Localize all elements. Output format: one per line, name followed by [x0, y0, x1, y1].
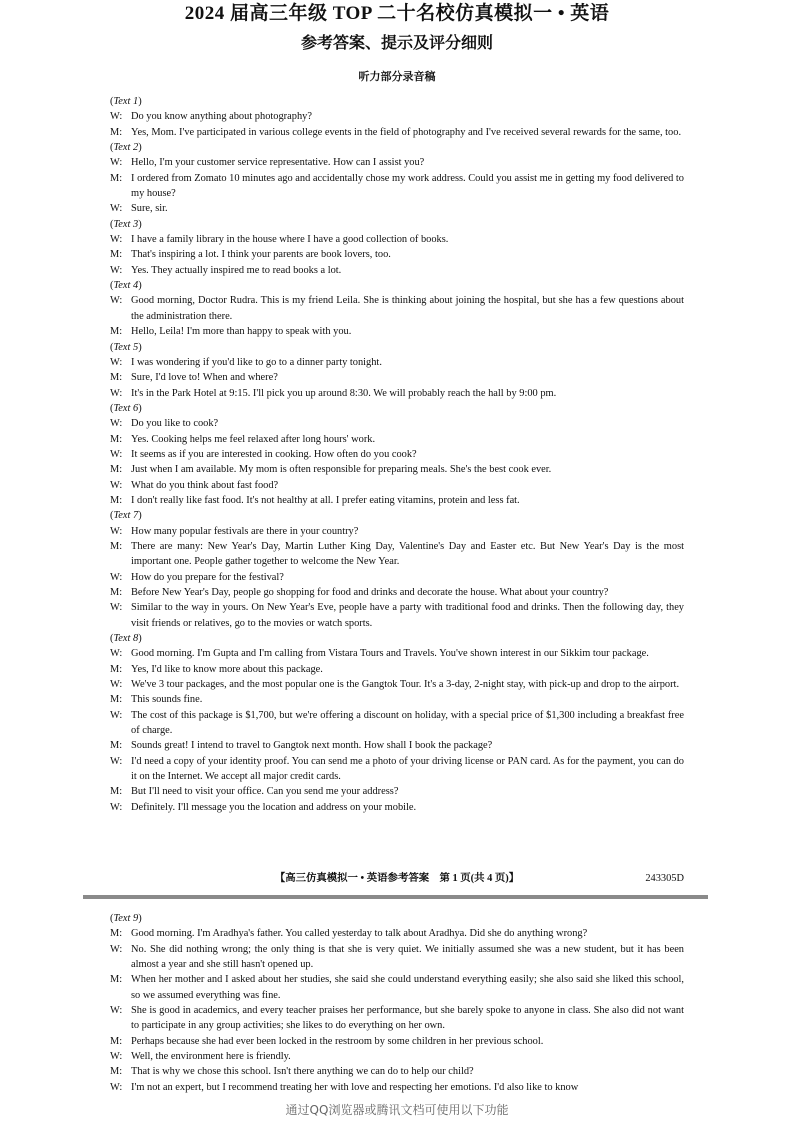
- dialogue-text: Perhaps because she had ever been locked in the restroom by some children in her previous school.: [131, 1035, 544, 1047]
- dialogue-text: There are many: New Year's Day, Martin Luther King Day, Valentine's Day and Easter etc. But New Year's Day is the most important one. People gather together to welcome the New Year.: [131, 540, 684, 568]
- speaker-label: W:: [110, 203, 123, 215]
- speaker-label: W:: [110, 448, 123, 460]
- speaker-label: W:: [110, 1051, 123, 1063]
- dialogue-line: [110, 539, 684, 570]
- dialogue-line: [110, 800, 684, 815]
- dialogue-text: Sure, sir.: [131, 203, 168, 215]
- dialogue-line: [110, 109, 684, 124]
- speaker-label: W:: [110, 525, 123, 537]
- text-label: (Text 7): [110, 510, 142, 522]
- text-label-name: Text 6: [113, 402, 139, 414]
- dialogue-text: I was wondering if you'd like to go to a dinner party tonight.: [131, 356, 382, 368]
- dialogue-line: [110, 1049, 684, 1064]
- text-label: (Text 5): [110, 341, 142, 353]
- speaker-label: W:: [110, 571, 123, 583]
- text-label: (Text 8): [110, 633, 142, 645]
- dialogue-line: [110, 201, 684, 216]
- dialogue-text: Before New Year's Day, people go shopping for food and drinks and decorate the house. What about your country?: [131, 587, 609, 598]
- page-break-divider: [83, 895, 708, 899]
- speaker-label: M:: [110, 694, 123, 706]
- speaker-label: M:: [110, 540, 123, 552]
- dialogue-line: [110, 232, 684, 247]
- speaker-label: M:: [110, 249, 123, 261]
- dialogue-line: [110, 432, 684, 447]
- dialogue-line: [110, 493, 684, 508]
- speaker-label: M:: [110, 974, 123, 986]
- dialogue-line: [110, 447, 684, 462]
- speaker-label: M:: [110, 786, 123, 798]
- dialogue-line: [110, 784, 684, 799]
- dialogue-text: She is good in academics, and every teacher praises her performance, but she barely spoke to anyone in class. She also did not want to participate in any group activities; she likes to do everything on her own.: [131, 1005, 684, 1032]
- browser-watermark: 通过QQ浏览器或腾讯文档可使用以下功能: [285, 1103, 509, 1117]
- speaker-label: W:: [110, 264, 123, 276]
- speaker-label: W:: [110, 234, 123, 246]
- dialogue-line: [110, 692, 684, 707]
- dialogue-text: Yes. They actually inspired me to read books a lot.: [131, 264, 342, 276]
- footer-page-info: 【高三仿真模拟一 • 英语参考答案 第 1 页(共 4 页)】: [274, 873, 520, 884]
- dialogue-line: [110, 324, 684, 339]
- speaker-label: W:: [110, 801, 123, 813]
- dialogue-line: [110, 478, 684, 493]
- speaker-label: W:: [110, 295, 123, 307]
- speaker-label: W:: [110, 418, 123, 430]
- dialogue-text: How do you prepare for the festival?: [131, 571, 284, 583]
- dialogue-text: Yes, I'd like to know more about this package.: [131, 663, 323, 675]
- dialogue-line: [110, 926, 684, 941]
- dialogue-line: [110, 155, 684, 170]
- speaker-label: M:: [110, 1035, 123, 1047]
- text-label-name: Text 8: [113, 633, 139, 645]
- dialogue-text: Do you like to cook?: [131, 418, 219, 430]
- speaker-label: W:: [110, 387, 123, 399]
- dialogue-text: Sounds great! I intend to travel to Gangtok next month. How shall I book the package?: [131, 740, 493, 752]
- transcript-page-1: [110, 94, 684, 815]
- dialogue-text: This sounds fine.: [131, 694, 203, 706]
- speaker-label: W:: [110, 157, 123, 169]
- speaker-label: M:: [110, 464, 123, 476]
- document-subtitle: 参考答案、提示及评分细则: [300, 35, 493, 52]
- dialogue-line: [110, 570, 684, 585]
- dialogue-line: [110, 247, 684, 262]
- speaker-label: M:: [110, 326, 123, 338]
- dialogue-line: [110, 263, 684, 278]
- dialogue-line: [110, 600, 684, 631]
- speaker-label: M:: [110, 172, 123, 184]
- transcript-page-2: [110, 911, 684, 1095]
- text-label-name: Text 3: [113, 218, 139, 230]
- dialogue-line: [110, 462, 684, 477]
- dialogue-text: Definitely. I'll message you the location and address on your mobile.: [131, 801, 417, 813]
- speaker-label: W:: [110, 709, 123, 721]
- dialogue-text: But I'll need to visit your office. Can you send me your address?: [131, 786, 399, 798]
- speaker-label: W:: [110, 943, 123, 955]
- dialogue-text: It seems as if you are interested in cooking. How often do you cook?: [131, 448, 417, 460]
- dialogue-line: [110, 1034, 684, 1049]
- speaker-label: M:: [110, 494, 123, 506]
- text-label-name: Text 4: [113, 280, 139, 292]
- dialogue-text: Hello, I'm your customer service representative. How can I assist you?: [131, 157, 425, 169]
- speaker-label: W:: [110, 356, 123, 368]
- dialogue-text: We've 3 tour packages, and the most popular one is the Gangtok Tour. It's a 3-day, 2-night stay, with pick-up and drop to the airport.: [131, 679, 680, 691]
- speaker-label: M:: [110, 587, 123, 598]
- speaker-label: M:: [110, 740, 123, 752]
- speaker-label: W:: [110, 1081, 123, 1093]
- dialogue-line: [110, 1080, 684, 1095]
- dialogue-line: [110, 738, 684, 753]
- dialogue-line: [110, 1003, 684, 1034]
- dialogue-line: [110, 524, 684, 539]
- speaker-label: W:: [110, 755, 123, 767]
- dialogue-line: [110, 370, 684, 385]
- dialogue-text: It's in the Park Hotel at 9:15. I'll pick you up around 8:30. We will probably reach the hall by 9:00 pm.: [131, 387, 557, 399]
- dialogue-text: When her mother and I asked about her studies, she said she could understand everything easily; she also said she liked this school, so we assumed everything was fine.: [131, 974, 684, 1001]
- dialogue-text: I don't really like fast food. It's not healthy at all. I prefer eating vitamins, protein and less fat.: [131, 494, 520, 506]
- dialogue-line: [110, 662, 684, 677]
- speaker-label: M:: [110, 126, 123, 138]
- text-label: (Text 3): [110, 218, 142, 230]
- dialogue-line: [110, 585, 684, 600]
- dialogue-text: Just when I am available. My mom is often responsible for preparing meals. She's the best cook ever.: [131, 464, 552, 476]
- dialogue-line: [110, 1064, 684, 1079]
- text-label: (Text 4): [110, 280, 142, 292]
- speaker-label: M:: [110, 372, 123, 384]
- text-label-name: Text 2: [113, 142, 139, 154]
- document-title: 2024 届高三年级 TOP 二十名校仿真模拟一 • 英语: [184, 3, 610, 24]
- dialogue-line: [110, 293, 684, 324]
- dialogue-text: Good morning. I'm Gupta and I'm calling from Vistara Tours and Travels. You've shown interest in our Sikkim tour package.: [131, 648, 649, 660]
- speaker-label: W:: [110, 679, 123, 691]
- dialogue-line: [110, 972, 684, 1003]
- dialogue-text: Good morning. I'm Aradhya's father. You called yesterday to talk about Aradhya. Did she do anything wrong?: [131, 928, 588, 940]
- dialogue-line: [110, 355, 684, 370]
- dialogue-text: No. She did nothing wrong; the only thing is that she is very quiet. We initially assumed she was a new student, but it has been almost a year and she still hasn't opened up.: [131, 943, 684, 971]
- text-label: (Text 1): [110, 96, 142, 107]
- text-label: (Text 9): [110, 913, 142, 924]
- dialogue-text: I'd need a copy of your identity proof. You can send me a photo of your driving license or PAN card. As for the payment, you can do it on the Internet. We accept all major credit cards.: [131, 755, 684, 783]
- speaker-label: M:: [110, 928, 123, 940]
- dialogue-text: What do you think about fast food?: [131, 479, 279, 491]
- dialogue-text: That is why we chose this school. Isn't there anything we can do to help our child?: [131, 1066, 474, 1078]
- speaker-label: M:: [110, 663, 123, 675]
- dialogue-text: I have a family library in the house where I have a good collection of books.: [131, 234, 449, 246]
- dialogue-text: Yes. Cooking helps me feel relaxed after long hours' work.: [131, 433, 376, 445]
- dialogue-text: That's inspiring a lot. I think your parents are book lovers, too.: [131, 249, 391, 261]
- document-header: [0, 0, 794, 84]
- speaker-label: W:: [110, 602, 123, 614]
- text-label-name: Text 9: [113, 913, 139, 924]
- dialogue-line: [110, 125, 684, 140]
- dialogue-text: I'm not an expert, but I recommend treating her with love and respecting her emotions. I'd also like to know: [131, 1081, 579, 1093]
- speaker-label: W:: [110, 111, 123, 123]
- dialogue-line: [110, 171, 684, 202]
- dialogue-line: [110, 677, 684, 692]
- dialogue-text: The cost of this package is $1,700, but we're offering a discount on holiday, with a special price of $1,300 including a breakfast free of charge.: [131, 709, 684, 737]
- dialogue-line: [110, 708, 684, 739]
- dialogue-text: I ordered from Zomato 10 minutes ago and accidentally chose my work address. Could you assist me in getting my food delivered to my house?: [131, 172, 684, 200]
- dialogue-line: [110, 646, 684, 661]
- text-label-name: Text 5: [113, 341, 139, 353]
- footer-code: 243305D: [645, 873, 684, 884]
- text-label: (Text 6): [110, 402, 142, 414]
- dialogue-line: [110, 942, 684, 973]
- dialogue-text: Hello, Leila! I'm more than happy to speak with you.: [131, 326, 352, 338]
- speaker-label: M:: [110, 1066, 123, 1078]
- dialogue-text: Well, the environment here is friendly.: [131, 1051, 291, 1063]
- speaker-label: W:: [110, 648, 123, 660]
- dialogue-text: Good morning, Doctor Rudra. This is my friend Leila. She is thinking about joining the hospital, but she has a few questions about the administration there.: [131, 295, 684, 322]
- dialogue-text: Yes, Mom. I've participated in various college events in the field of photography and I've received several rewards for the same, too.: [131, 126, 682, 138]
- dialogue-line: [110, 416, 684, 431]
- dialogue-text: Do you know anything about photography?: [131, 111, 312, 123]
- dialogue-text: Similar to the way in yours. On New Year's Eve, people have a party with traditional food and drinks. Then the following day, they visit friends or relatives, go to the movies or watch sports.: [131, 602, 684, 629]
- dialogue-text: How many popular festivals are there in your country?: [131, 525, 359, 537]
- text-label: (Text 2): [110, 142, 142, 154]
- page-footer: [110, 871, 684, 887]
- speaker-label: M:: [110, 433, 123, 445]
- section-title: 听力部分录音稿: [358, 71, 436, 83]
- dialogue-line: [110, 754, 684, 785]
- speaker-label: W:: [110, 479, 123, 491]
- text-label-name: Text 7: [113, 510, 139, 522]
- dialogue-line: [110, 386, 684, 401]
- speaker-label: W:: [110, 1005, 123, 1017]
- dialogue-text: Sure, I'd love to! When and where?: [131, 372, 278, 384]
- text-label-name: Text 1: [113, 96, 139, 107]
